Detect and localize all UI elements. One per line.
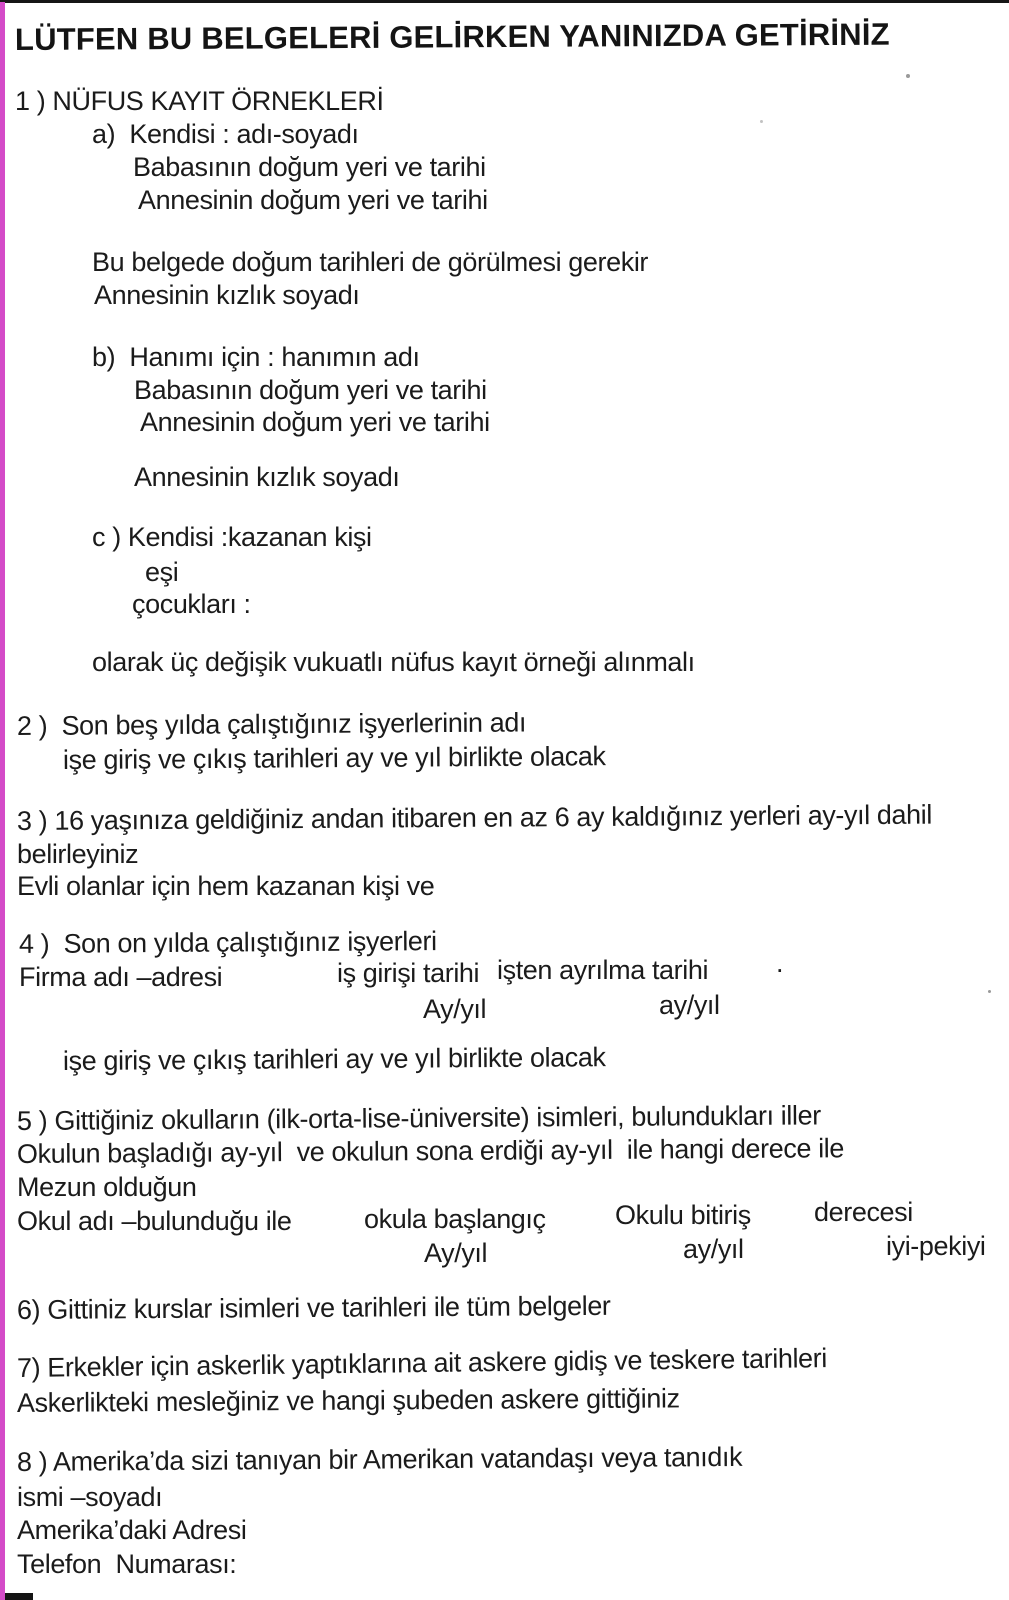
section1-item-a: a) Kendisi : adı-soyadı bbox=[92, 119, 359, 149]
section5-col-okuladi: Okul adı –bulunduğu ile bbox=[17, 1206, 292, 1236]
scan-top-edge-line bbox=[0, 0, 1009, 3]
section5-heading: 5 ) Gittiğiniz okulların (ilk-orta-lise-üniversite) isimleri, bulundukları iller bbox=[16, 1100, 821, 1136]
section5-subcol-ayyil: ay/yıl bbox=[683, 1234, 744, 1264]
scan-speck bbox=[906, 74, 910, 78]
section6-heading: 6) Gittiniz kurslar isimleri ve tarihleri ile tüm belgeler bbox=[16, 1290, 611, 1325]
section8-heading: 8 ) Amerika’da sizi tanıyan bir Amerikan vatandaşı veya tanıdık bbox=[16, 1441, 743, 1477]
section4-subcol-ayyil: ay/yıl bbox=[659, 990, 720, 1020]
section1-closing: olarak üç değişik vukuatlı nüfus kayıt örneği alınmalı bbox=[92, 647, 695, 677]
section1-item-c: c ) Kendisi :kazanan kişi bbox=[92, 522, 372, 552]
scan-speck bbox=[988, 990, 991, 993]
section1-item-b-line: Babasının doğum yeri ve tarihi bbox=[134, 375, 487, 405]
section7-line: Askerlikteki mesleğiniz ve hangi şubeden askere gittiğiniz bbox=[16, 1383, 680, 1418]
section3-line: Evli olanlar için hem kazanan kişi ve bbox=[17, 871, 435, 901]
section2-line: işe giriş ve çıkış tarihleri ay ve yıl birlikte olacak bbox=[62, 741, 606, 775]
section3-heading: 3 ) 16 yaşınıza geldiğiniz andan itibaren en az 6 ay kaldığınız yerleri ay-yıl dahil bbox=[16, 799, 933, 836]
section1-item-b-note: Annesinin kızlık soyadı bbox=[134, 462, 400, 492]
section1-note-line: Bu belgede doğum tarihleri de görülmesi gerekir bbox=[92, 247, 649, 277]
section1-heading: 1 ) NÜFUS KAYIT ÖRNEKLERİ bbox=[15, 86, 384, 116]
section4-col-giris: iş girişi tarihi bbox=[337, 958, 480, 988]
section5-line: Mezun olduğun bbox=[17, 1172, 197, 1202]
section4-note: işe giriş ve çıkış tarihleri ay ve yıl birlikte olacak bbox=[62, 1042, 606, 1076]
section1-note-line: Annesinin kızlık soyadı bbox=[94, 280, 360, 310]
section4-col-ayrilma: işten ayrılma tarihi bbox=[497, 955, 709, 985]
section4-subcol-ayyil: Ay/yıl bbox=[423, 994, 487, 1024]
section5-subcol-ayyil: Ay/yıl bbox=[424, 1238, 488, 1268]
section1-item-c-line: çocukları : bbox=[132, 589, 251, 619]
scan-left-edge-stripe bbox=[0, 2, 5, 1600]
page-title: LÜTFEN BU BELGELERİ GELİRKEN YANINIZDA GETİRİNİZ bbox=[14, 16, 890, 57]
section5-line: Okulun başladığı ay-yıl ve okulun sona erdiği ay-yıl ile hangi derece ile bbox=[16, 1133, 845, 1169]
section4-stray-dot: . bbox=[776, 948, 784, 978]
section5-subcol-pekiyi: iyi-pekiyi bbox=[886, 1231, 986, 1261]
scan-speck bbox=[760, 120, 763, 123]
section1-item-c-line: eşi bbox=[145, 557, 179, 587]
section5-col-derecesi: derecesi bbox=[814, 1197, 913, 1227]
section4-heading: 4 ) Son on yılda çalıştığınız işyerleri bbox=[18, 926, 437, 959]
section7-heading: 7) Erkekler için askerlik yaptıklarına ait askere gidiş ve teskere tarihleri bbox=[16, 1343, 828, 1383]
section1-item-b-line: Annesinin doğum yeri ve tarihi bbox=[140, 407, 490, 437]
section4-col-firma: Firma adı –adresi bbox=[19, 962, 223, 992]
section1-item-a-line: Annesinin doğum yeri ve tarihi bbox=[138, 185, 488, 215]
section3-line: belirleyiniz bbox=[17, 839, 139, 869]
section8-line: Telefon Numarası: bbox=[17, 1549, 237, 1579]
section1-item-b: b) Hanımı için : hanımın adı bbox=[92, 342, 420, 372]
section5-col-bitiris: Okulu bitiriş bbox=[615, 1200, 751, 1230]
scan-bottom-left-mark bbox=[5, 1593, 33, 1600]
section2-heading: 2 ) Son beş yılda çalıştığınız işyerlerinin adı bbox=[16, 707, 527, 741]
section5-col-baslangic: okula başlangıç bbox=[364, 1204, 546, 1234]
section8-line: ismi –soyadı bbox=[17, 1482, 163, 1512]
section1-item-a-line: Babasının doğum yeri ve tarihi bbox=[133, 152, 486, 182]
section8-line: Amerika’daki Adresi bbox=[17, 1515, 247, 1545]
